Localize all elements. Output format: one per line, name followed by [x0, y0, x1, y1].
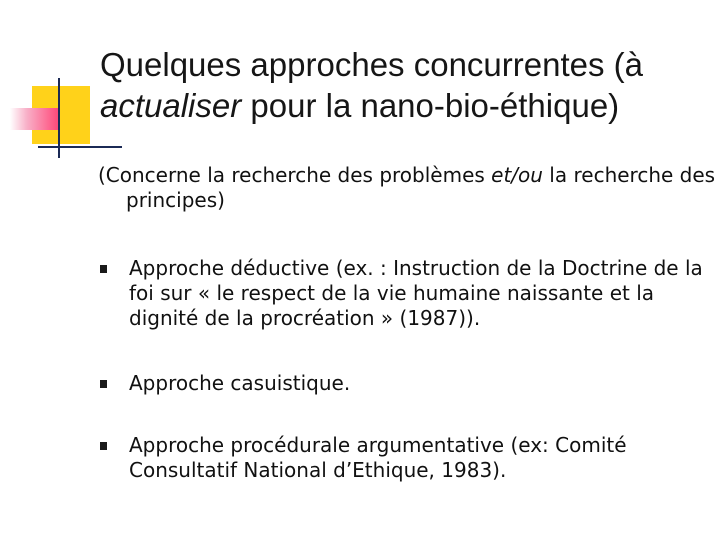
square-bullet-icon: [100, 380, 107, 388]
intro-italic-text: et/ou: [491, 163, 543, 187]
list-item-text: Approche casuistique.: [129, 371, 351, 395]
intro-text-end: la recherche des principes): [126, 163, 716, 212]
square-bullet-icon: [100, 265, 107, 273]
intro-text-start: (Concerne la recherche des problèmes: [98, 163, 492, 187]
square-bullet-icon: [100, 442, 107, 450]
title-line-2: pour la nano-bio-éthique): [241, 87, 620, 124]
list-item-deductive: [98, 256, 708, 331]
approaches-list: [98, 256, 708, 483]
title-line-1: Quelques approches concurrentes (à: [100, 46, 643, 83]
slide-title: [100, 44, 712, 126]
list-item-procedural: [98, 433, 708, 483]
title-italic-word: actualiser: [100, 87, 242, 124]
intro-paragraph: [98, 163, 720, 213]
decorative-horizontal-rule: [38, 146, 122, 148]
list-item-text: Approche déductive (ex. : Instruction de la Doctrine de la foi sur « le respect de la vie humaine naissante et la dignité de la procréation » (1987)).: [129, 256, 703, 330]
decorative-red-gradient-bar: [10, 108, 58, 130]
list-item-text: Approche procédurale argumentative (ex: Comité Consultatif National d’Ethique, 1983).: [129, 433, 627, 482]
list-item-casuistic: [98, 371, 708, 396]
